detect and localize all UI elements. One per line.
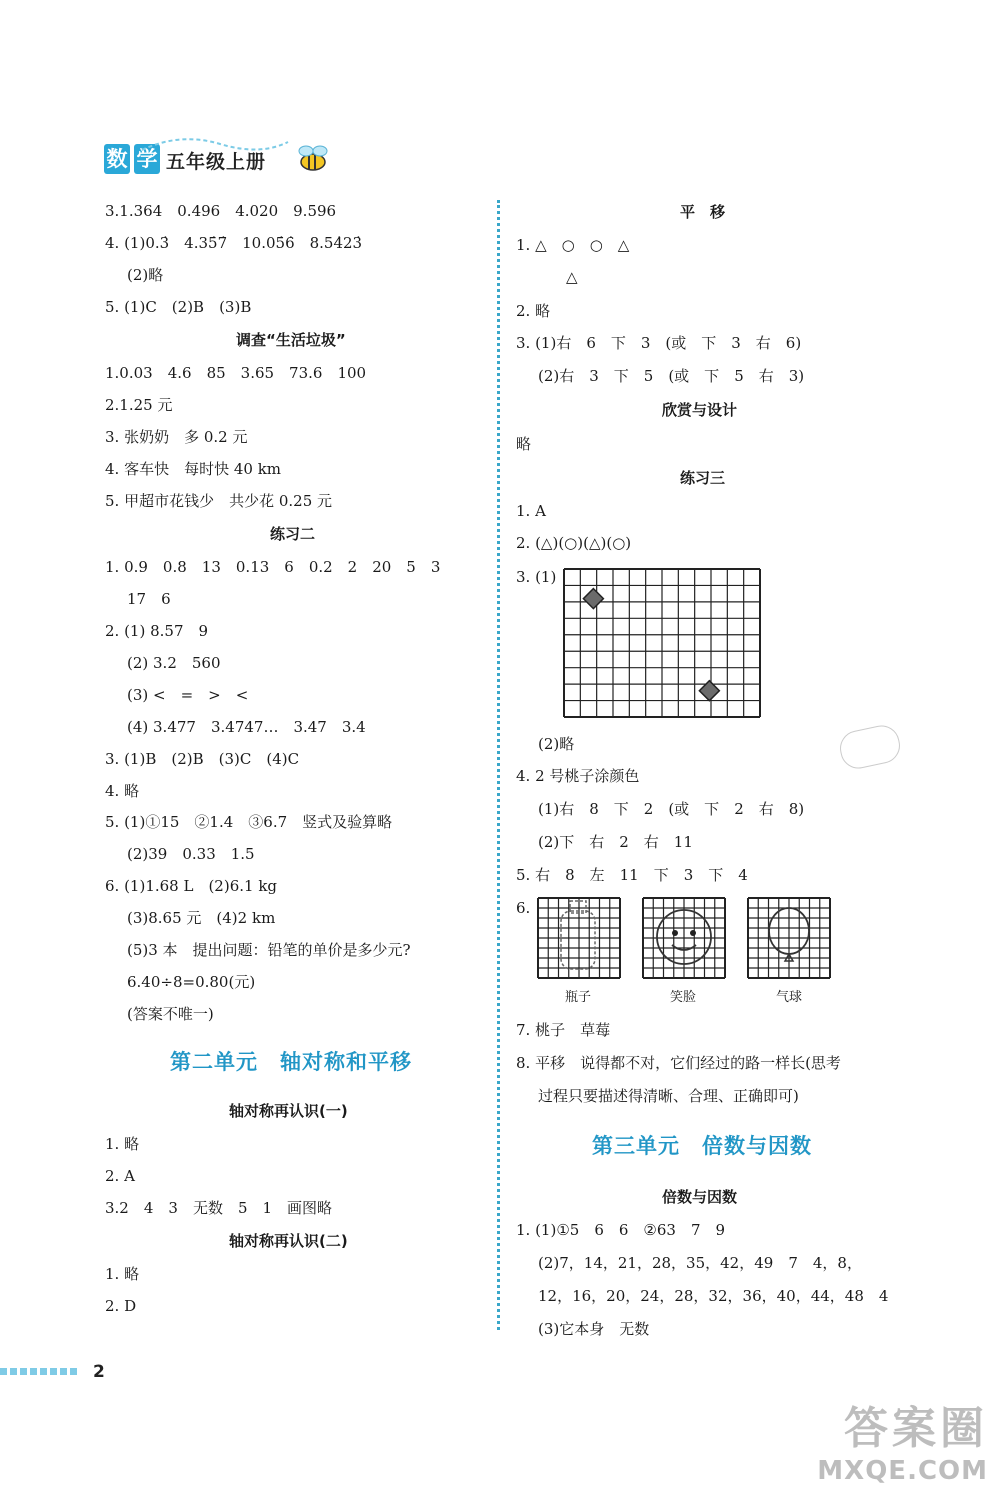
logo-char-1: 数 [104,144,130,174]
right-answer: 2. (△)(○)(△)(○) [516,534,632,552]
smiley-eye-right [690,930,696,936]
left-answer: 2. (1) 8.57 9 [105,622,209,640]
left-answer: (5)3 本 提出问题：铅笔的单价是多少元? [127,941,411,959]
section-heading: 调查“生活垃圾” [236,331,346,349]
left-answer: 5. (1)①15 ②1.4 ③6.7 竖式及验算略 [105,813,393,831]
bottle-outline [561,911,595,969]
right-answer: 1. A [516,502,546,520]
right-answer: 1. △ ○ ○ △ [516,236,630,254]
right-answer: 3. (1) [516,568,557,586]
left-answer: 1. 略 [105,1135,140,1153]
smiley-grid [642,897,728,981]
right-answer: 2. 略 [516,302,551,320]
left-answer: 1. 略 [105,1265,140,1283]
left-answer: 2. D [105,1297,137,1315]
left-answer: 4. 略 [105,782,140,800]
right-answer: 6. [516,899,531,917]
unit-title: 第二单元 轴对称和平移 [170,1050,412,1074]
left-answer: (2)略 [127,266,164,284]
header-swirl-decoration [140,134,290,154]
page-number: 2 [93,1362,105,1382]
balloon-grid [747,897,833,981]
right-answer: 12，16，20，24，28，32，36，40，44，48 4 [538,1287,889,1305]
right-answer: (3)它本身 无数 [538,1320,650,1338]
section-heading: 轴对称再认识(一) [229,1102,348,1120]
right-answer: (2)7，14，21，28，35，42，49 7 4，8， [538,1254,862,1272]
watermark-url: MXQE.COM [817,1456,988,1486]
left-answer: (3)8.65 元 (4)2 km [127,909,276,927]
left-answer: 2.1.25 元 [105,396,173,414]
diamond-start-shape [583,589,603,609]
section-heading: 轴对称再认识(二) [229,1232,348,1250]
left-answer: 3. (1)B (2)B (3)C (4)C [105,750,300,768]
left-answer: (2)39 0.33 1.5 [127,845,255,863]
answer-grid [563,568,763,720]
right-answer: (2)下 右 2 右 11 [538,833,693,851]
grid-caption-bottle: 瓶子 [565,990,592,1005]
left-answer: 4. (1)0.3̇ 4.35̇7̇ 10.05̇6̇ 8.54̇23̇ [105,234,363,252]
column-divider [497,200,500,1330]
logo-char-2: 学 [134,144,160,174]
left-answer: 1.0.03 4.6 85 3.65 73.6 100 [105,364,367,382]
watermark-text: 答案圈 [844,1403,988,1454]
left-answer: (答案不唯一) [127,1005,214,1023]
section-heading: 欣赏与设计 [662,401,738,419]
unit-title: 第三单元 倍数与因数 [592,1134,812,1158]
section-heading: 倍数与因数 [662,1188,738,1206]
section-heading: 练习二 [270,525,316,543]
bee-icon [290,142,336,176]
left-answer: 4. 客车快 每时快 40 km [105,460,282,478]
bottle-grid [537,897,623,981]
grid-caption-balloon: 气球 [776,990,803,1005]
right-answer: 过程只要描述得清晰、合理、正确即可) [538,1087,799,1105]
left-answer: (3) < = > < [127,686,249,704]
stamp-decoration [837,722,904,772]
footer-dots-decoration [0,1366,90,1380]
left-answer: 6.40÷8=0.80(元) [127,973,256,991]
section-heading: 平 移 [680,203,726,221]
left-answer: 2. A [105,1167,135,1185]
right-answer: (1)右 8 下 2 (或 下 2 右 8) [538,800,805,818]
left-answer: 6. (1)1.68 L (2)6.1 kg [105,877,278,895]
watermark [817,1392,988,1486]
right-answer: 4. 2 号桃子涂颜色 [516,767,640,785]
right-answer: 7. 桃子 草莓 [516,1021,611,1039]
grid-caption-smiley: 笑脸 [670,990,697,1005]
left-answer: (2) 3.2 560 [127,654,221,672]
grade-label: 五年级上册 [166,151,267,173]
right-answer: △ [566,268,578,286]
left-answer: 5. 甲超市花钱少 共少花 0.25 元 [105,492,333,510]
left-answer: 3.1.364 0.496 4.020 9.596 [105,202,337,220]
right-answer: (2)略 [538,735,575,753]
section-heading: 练习三 [680,469,726,487]
left-answer: 1. 0.9 0.8 13 0.13 6 0.2 2 20 5 3 [105,558,441,576]
right-answer: 8. 平移 说得都不对，它们经过的路一样长(思考 [516,1054,841,1072]
left-answer: 3.2 4 3 无数 5 1 画图略 [105,1199,333,1217]
left-answer: (4) 3.477 3.4747… 3.47 3.4 [127,718,366,736]
right-answer: 1. (1)①5 6 6 ②63 7 9 [516,1221,726,1239]
right-answer: 5. 右 8 左 11 下 3 下 4 [516,866,748,884]
right-answer: 3. (1)右 6 下 3 (或 下 3 右 6) [516,334,802,352]
smiley-eye-left [672,930,678,936]
left-answer: 17 6 [127,590,171,608]
left-answer: 3. 张奶奶 多 0.2 元 [105,428,248,446]
right-answer: (2)右 3 下 5 (或 下 5 右 3) [538,367,805,385]
right-answer: 略 [516,435,532,453]
left-answer: 5. (1)C (2)B (3)B [105,298,252,316]
